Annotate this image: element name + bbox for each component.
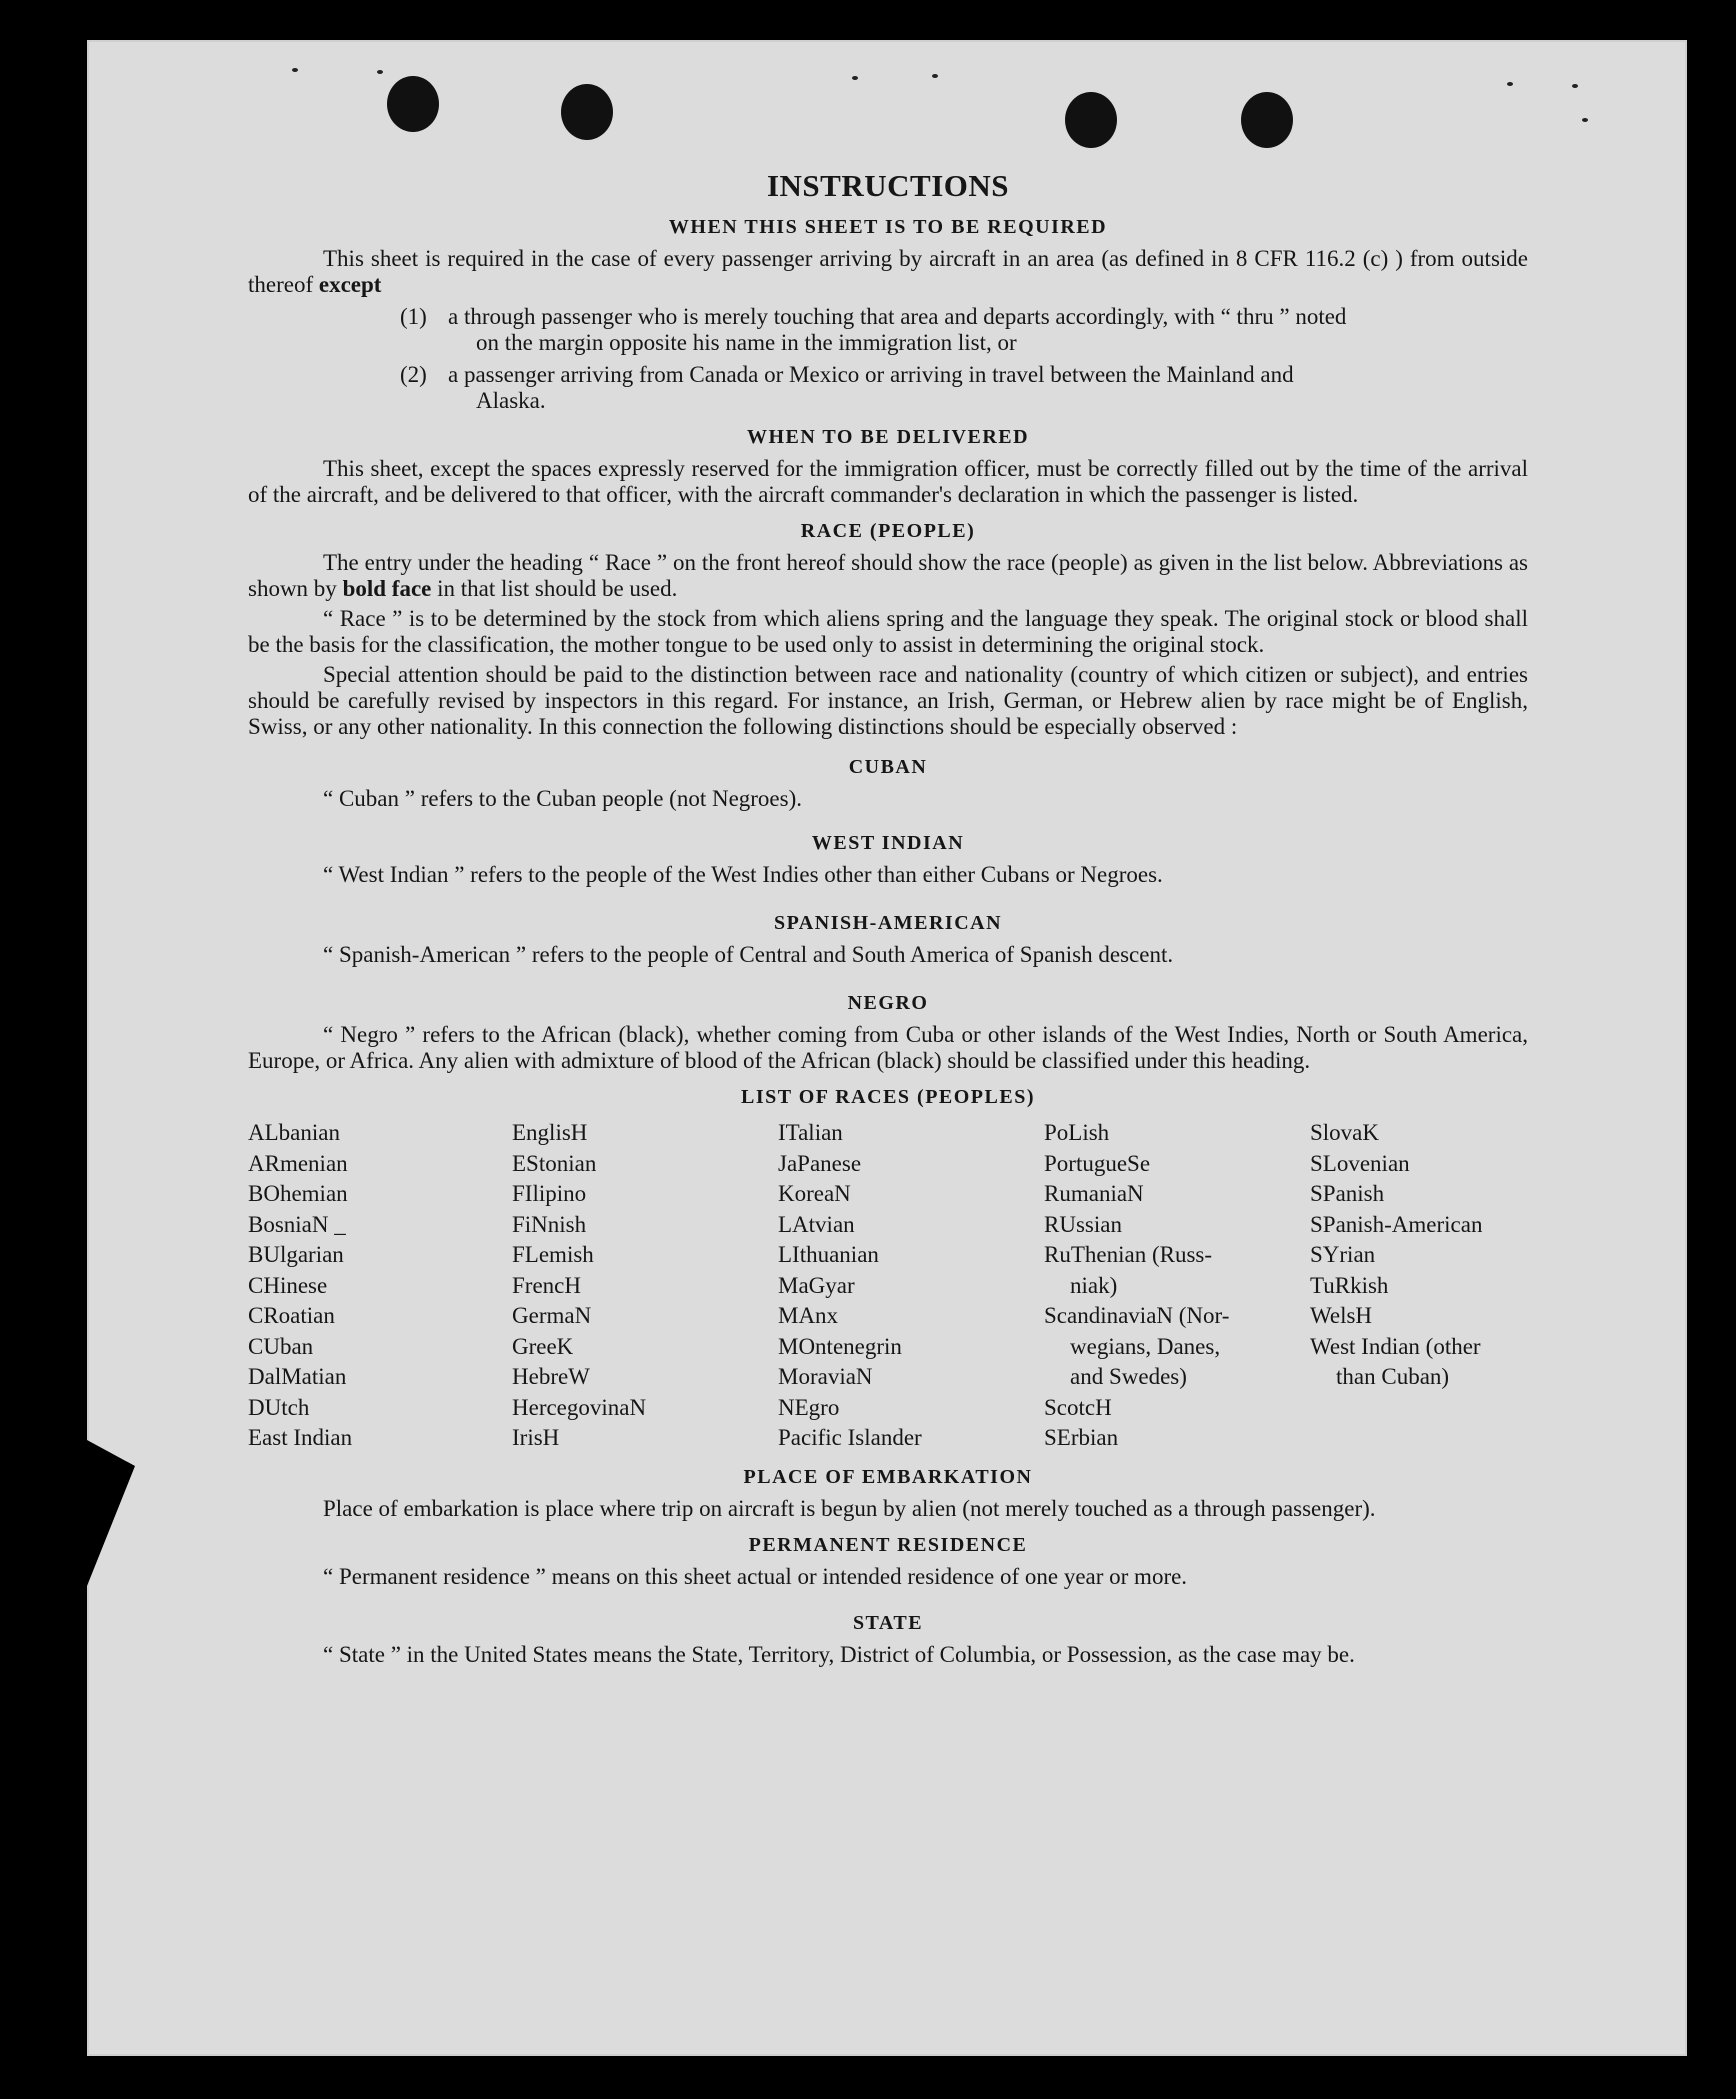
race-item: FIlipino (512, 1181, 587, 1206)
race-item: FiNnish (512, 1211, 587, 1237)
race-item: East Indian (248, 1425, 353, 1450)
race-item: RuThenian (Russ- (1044, 1242, 1213, 1267)
punch-hole (1065, 92, 1117, 148)
race-item: EnglisH (512, 1120, 588, 1145)
race-item: ITalian (778, 1120, 843, 1145)
race-column (512, 1118, 778, 1454)
race-item: RUssian (1044, 1211, 1122, 1237)
punch-hole (387, 76, 439, 132)
race-item: SPanish (1310, 1181, 1385, 1206)
race-item: than Cuban) (1336, 1364, 1450, 1389)
race-item: IrisH (512, 1425, 560, 1450)
race-item: ALbanian (248, 1120, 340, 1145)
speck (1572, 84, 1578, 88)
race-item: MAnx (778, 1303, 839, 1328)
paragraph-when-required: This sheet is required in the case of every passenger arriving by aircraft in an area (as defined in 8 CFR 116.2 (c) ) from outside thereof except (248, 246, 1528, 297)
heading-embarkation: PLACE OF EMBARKATION (743, 1465, 1033, 1488)
race-item: JaPanese (778, 1150, 862, 1176)
race-item: KoreaN (778, 1181, 851, 1206)
race-item: PortugueSe (1044, 1150, 1151, 1176)
punch-hole (561, 84, 613, 140)
race-item: HercegovinaN (512, 1394, 647, 1420)
race-column (778, 1118, 1044, 1454)
speck (932, 74, 938, 78)
race-column (1044, 1118, 1310, 1454)
race-item: CRoatian (248, 1303, 335, 1328)
race-item: MaGyar (778, 1272, 855, 1298)
race-item: SYrian (1310, 1242, 1376, 1267)
speck (852, 76, 858, 80)
race-list (248, 1118, 1528, 1454)
instructions-body (248, 168, 1528, 1672)
race-item: ScandinaviaN (Nor- (1044, 1303, 1230, 1328)
race-column (248, 1118, 512, 1454)
race-item: MOntenegrin (778, 1333, 902, 1359)
heading-negro: NEGRO (847, 992, 929, 1014)
heading-state: STATE (852, 1611, 924, 1634)
paragraph-west-indian: “ West Indian ” refers to the people of the West Indies other than either Cubans or Negroes. (323, 862, 1163, 887)
punch-hole (1241, 92, 1293, 148)
race-item: FLemish (512, 1242, 594, 1267)
race-item: LIthuanian (778, 1242, 879, 1267)
race-item: ScotcH (1044, 1394, 1112, 1420)
speck (1582, 118, 1588, 122)
heading-when-required: WHEN THIS SHEET IS TO BE REQUIRED (668, 216, 1108, 238)
heading-west-indian: WEST INDIAN (811, 832, 965, 854)
race-item: GreeK (512, 1333, 574, 1359)
torn-edge (87, 1440, 135, 1586)
race-item: LAtvian (778, 1211, 855, 1237)
exception-item-2: (2) a passenger arriving from Canada or Mexico or arriving in travel between the Mainland and Alaska. (400, 362, 1294, 413)
page-title: INSTRUCTIONS (766, 168, 1009, 203)
race-item: and Swedes) (1070, 1364, 1187, 1389)
paragraph-residence: “ Permanent residence ” means on this sheet actual or intended residence of one year or more. (323, 1563, 1188, 1589)
race-item: CUban (248, 1333, 314, 1359)
speck (292, 68, 298, 72)
heading-spanish-american: SPANISH-AMERICAN (773, 912, 1003, 934)
race-item: wegians, Danes, (1070, 1333, 1221, 1359)
heading-race: RACE (PEOPLE) (800, 520, 976, 542)
paragraph-spanish-american: “ Spanish-American ” refers to the people of Central and South America of Spanish descent. (323, 942, 1174, 967)
race-item: BosniaN _ (248, 1211, 346, 1237)
race-item: BOhemian (248, 1181, 348, 1206)
race-item: MoraviaN (778, 1364, 873, 1389)
heading-residence: PERMANENT RESIDENCE (748, 1533, 1028, 1556)
race-item: SlovaK (1310, 1120, 1379, 1145)
race-item: SPanish-American (1310, 1211, 1483, 1237)
paragraph-race-3: Special attention should be paid to the distinction between race and nationality (country of which citizen or subject), and entries should be carefully revised by inspectors in this regard. For instance, an Irish, German, or Hebrew alien by race might be of English, Swiss, or any other nationality. In this connection the following distinctions should be especially observed : (248, 662, 1528, 739)
race-item: NEgro (778, 1394, 840, 1420)
race-item: PoLish (1044, 1120, 1110, 1145)
speck (377, 70, 383, 74)
paragraph-race-2: “ Race ” is to be determined by the stock from which aliens spring and the language they speak. The original stock or blood shall be the basis for the classification, the mother tongue to be used only to assist in determining the original stock. (248, 606, 1528, 657)
paragraph-state: “ State ” in the United States means the State, Territory, District of Columbia, or Possession, as the case may be. (323, 1641, 1355, 1667)
race-item: EStonian (512, 1150, 597, 1176)
race-item: GermaN (512, 1303, 592, 1328)
paragraph-when-delivered: This sheet, except the spaces expressly reserved for the immigration officer, must be correctly filled out by the time of the arrival of the aircraft, and be delivered to that officer, with the aircraft commander's declaration in which the passenger is listed. (248, 456, 1528, 507)
race-item: DalMatian (248, 1364, 347, 1389)
race-item: FrencH (512, 1272, 581, 1298)
race-item: HebreW (512, 1364, 590, 1389)
race-item: TuRkish (1310, 1272, 1389, 1298)
race-item: SLovenian (1310, 1150, 1410, 1176)
exception-item-1: (1) a through passenger who is merely touching that area and departs accordingly, with “ thru ” noted on the margin opposite his name in the immigration list, or (400, 304, 1347, 355)
race-column (1310, 1118, 1528, 1454)
paragraph-embarkation: Place of embarkation is place where trip on aircraft is begun by alien (not merely touched as a through passenger). (323, 1495, 1376, 1521)
race-item: West Indian (other (1310, 1333, 1481, 1359)
paragraph-race-1: The entry under the heading “ Race ” on the front hereof should show the race (people) as given in the list below. Abbreviations as shown by bold face in that list should be used. (248, 550, 1528, 601)
race-item: CHinese (248, 1272, 328, 1298)
race-item: WelsH (1310, 1303, 1373, 1328)
paragraph-cuban: “ Cuban ” refers to the Cuban people (not Negroes). (323, 786, 803, 811)
race-item: RumaniaN (1044, 1181, 1144, 1206)
race-item: Pacific Islander (778, 1425, 922, 1450)
race-item: SErbian (1044, 1425, 1119, 1450)
paragraph-negro: “ Negro ” refers to the African (black), whether coming from Cuba or other islands of the West Indies, North or South America, Europe, or Africa. Any alien with admixture of blood of the African (black) should be classified under this heading. (248, 1022, 1528, 1073)
race-item: DUtch (248, 1394, 310, 1420)
speck (1507, 82, 1513, 86)
race-item: ARmenian (248, 1150, 348, 1176)
heading-cuban: CUBAN (848, 756, 928, 778)
race-item: niak) (1070, 1272, 1118, 1298)
race-item: BUlgarian (248, 1242, 344, 1267)
heading-when-delivered: WHEN TO BE DELIVERED (746, 426, 1030, 448)
heading-list-of-races: LIST OF RACES (PEOPLES) (740, 1086, 1035, 1108)
